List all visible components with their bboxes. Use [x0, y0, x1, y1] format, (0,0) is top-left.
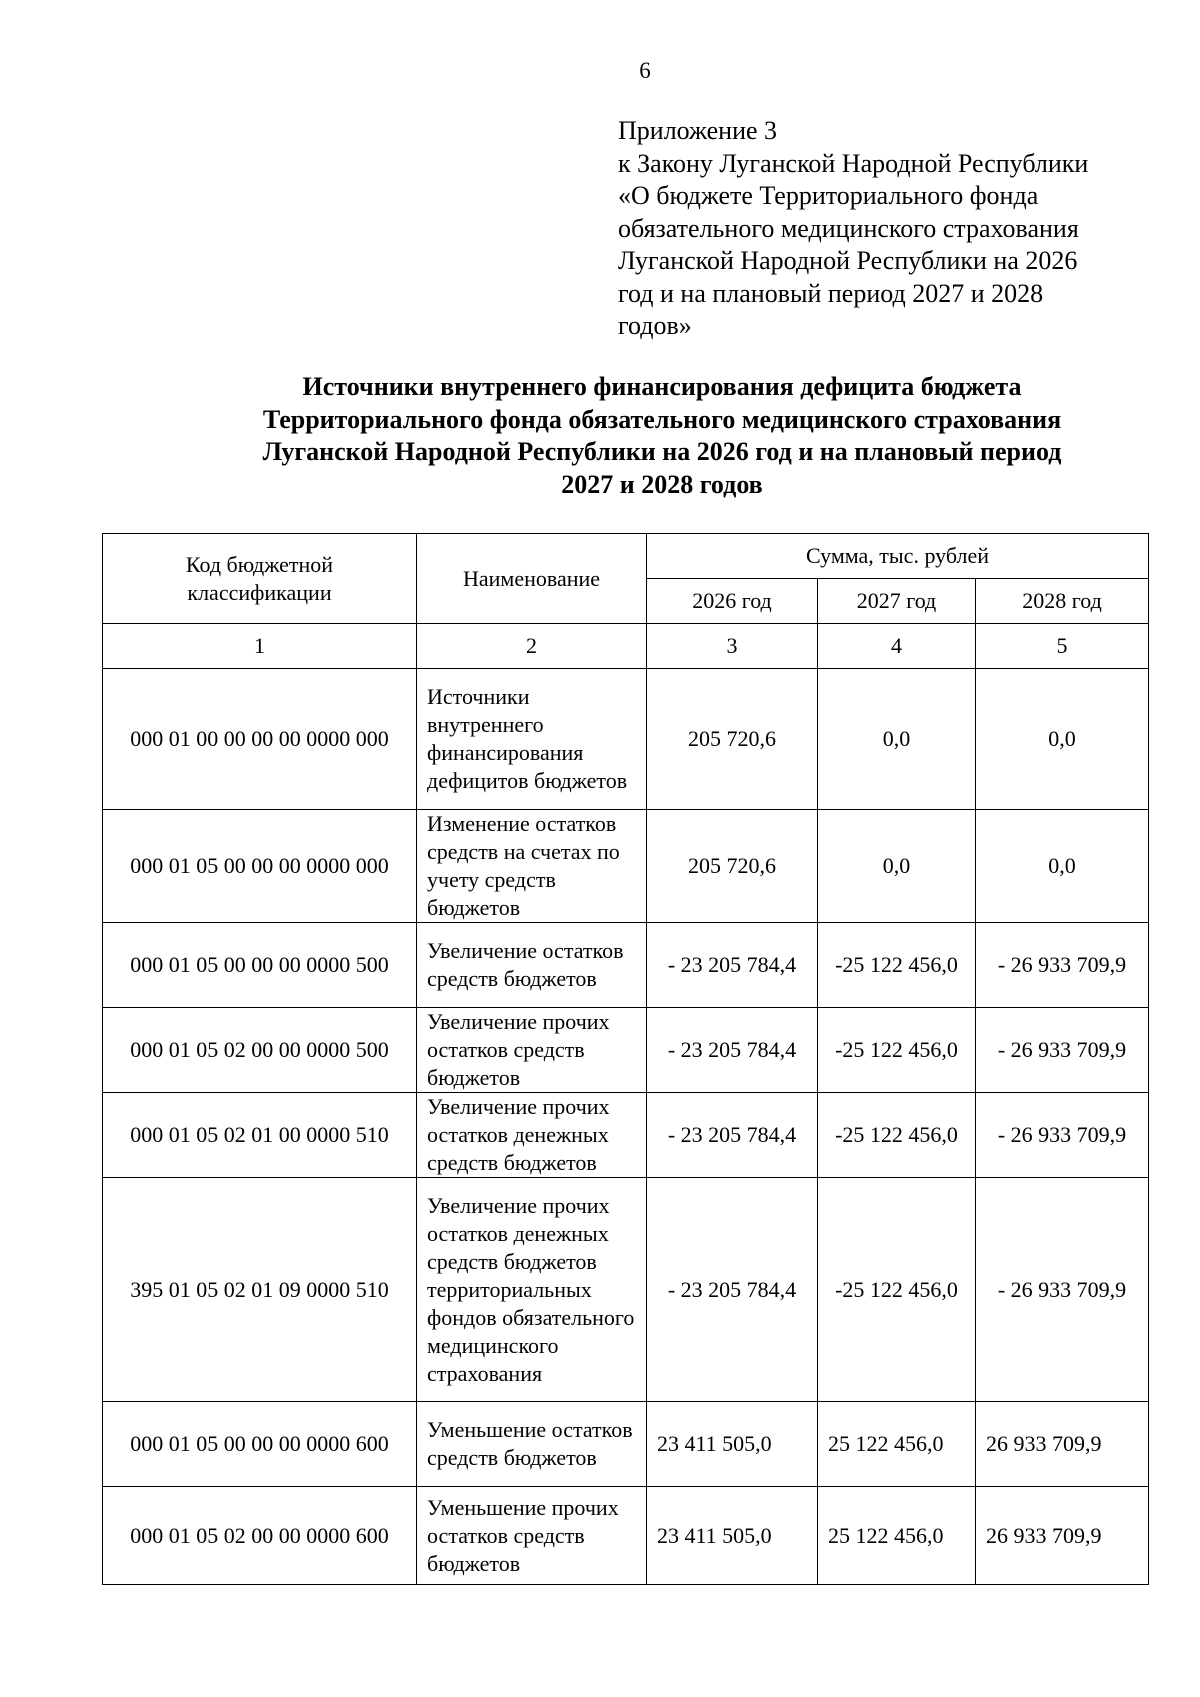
row-value-2028: - 26 933 709,9 — [976, 1008, 1149, 1093]
row-value-2027: -25 122 456,0 — [818, 1093, 976, 1178]
header-year-2027: 2027 год — [818, 579, 976, 624]
title-line: Источники внутреннего финансирования дефицита бюджета — [302, 372, 1022, 401]
row-name: Увеличение остатков средств бюджетов — [417, 923, 647, 1008]
header-code: Код бюджетной классификации — [103, 534, 417, 624]
row-value-2028: - 26 933 709,9 — [976, 923, 1149, 1008]
appendix-line: обязательного медицинского страхования — [618, 213, 1079, 243]
row-value-2026: - 23 205 784,4 — [647, 1008, 818, 1093]
row-value-2026: - 23 205 784,4 — [647, 1178, 818, 1402]
title-line: 2027 и 2028 годов — [561, 469, 763, 499]
row-value-2027: 0,0 — [818, 810, 976, 923]
row-value-2028: 0,0 — [976, 669, 1149, 810]
appendix-line: Луганской Народной Республики на 2026 — [618, 246, 1078, 275]
header-row — [103, 534, 1149, 579]
row-code: 000 01 00 00 00 00 0000 000 — [103, 669, 417, 810]
row-value-2027: -25 122 456,0 — [818, 923, 976, 1008]
row-code: 000 01 05 02 00 00 0000 600 — [103, 1487, 417, 1585]
row-name: Изменение остатков средств на счетах по учету средств бюджетов — [417, 810, 647, 923]
appendix-line: к Закону Луганской Народной Республики — [618, 148, 1089, 178]
row-value-2028: 26 933 709,9 — [976, 1402, 1149, 1487]
appendix-line: Приложение 3 — [618, 116, 778, 145]
appendix-line: годов» — [618, 311, 692, 340]
document-title — [160, 371, 1164, 501]
row-value-2026: 205 720,6 — [647, 669, 818, 810]
row-value-2027: 25 122 456,0 — [818, 1402, 976, 1487]
column-number: 1 — [103, 624, 417, 669]
header-sum: Сумма, тыс. рублей — [647, 534, 1149, 579]
row-name: Увеличение прочих остатков денежных средств бюджетов — [417, 1093, 647, 1178]
sources-table — [102, 533, 1149, 1585]
row-value-2028: 26 933 709,9 — [976, 1487, 1149, 1585]
row-value-2026: - 23 205 784,4 — [647, 1093, 818, 1178]
title-line: Территориального фонда обязательного медицинского страхования — [262, 404, 1062, 434]
column-numbers-row — [103, 624, 1149, 669]
row-value-2026: 205 720,6 — [647, 810, 818, 923]
appendix-line: «О бюджете Территориального фонда — [618, 181, 1039, 210]
row-value-2026: 23 411 505,0 — [647, 1487, 818, 1585]
table-row — [103, 923, 1149, 1008]
row-name: Уменьшение остатков средств бюджетов — [417, 1402, 647, 1487]
row-value-2027: 0,0 — [818, 669, 976, 810]
row-code: 000 01 05 00 00 00 0000 000 — [103, 810, 417, 923]
row-value-2027: 25 122 456,0 — [818, 1487, 976, 1585]
table-row — [103, 1008, 1149, 1093]
row-value-2026: 23 411 505,0 — [647, 1402, 818, 1487]
column-number: 5 — [976, 624, 1149, 669]
row-name: Источники внутреннего финансирования дефицитов бюджетов — [417, 669, 647, 810]
appendix-line: год и на плановый период 2027 и 2028 — [618, 278, 1044, 308]
table-row — [103, 1487, 1149, 1585]
column-number: 3 — [647, 624, 818, 669]
row-code: 000 01 05 02 00 00 0000 500 — [103, 1008, 417, 1093]
header-year-2028: 2028 год — [976, 579, 1149, 624]
header-year-2026: 2026 год — [647, 579, 818, 624]
row-code: 000 01 05 00 00 00 0000 600 — [103, 1402, 417, 1487]
row-value-2028: - 26 933 709,9 — [976, 1178, 1149, 1402]
row-value-2027: -25 122 456,0 — [818, 1008, 976, 1093]
table-row — [103, 669, 1149, 810]
title-line: Луганской Народной Республики на 2026 год и на плановый период — [262, 437, 1062, 466]
page-number: 6 — [639, 58, 651, 83]
row-code: 000 01 05 00 00 00 0000 500 — [103, 923, 417, 1008]
row-name: Уменьшение прочих остатков средств бюджетов — [417, 1487, 647, 1585]
table-row — [103, 810, 1149, 923]
column-number: 4 — [818, 624, 976, 669]
header-name: Наименование — [417, 534, 647, 624]
appendix-reference — [618, 115, 1178, 343]
table-row — [103, 1178, 1149, 1402]
table-row — [103, 1402, 1149, 1487]
table-row — [103, 1093, 1149, 1178]
row-value-2027: -25 122 456,0 — [818, 1178, 976, 1402]
row-name: Увеличение прочих остатков средств бюджетов — [417, 1008, 647, 1093]
column-number: 2 — [417, 624, 647, 669]
row-code: 000 01 05 02 01 00 0000 510 — [103, 1093, 417, 1178]
row-value-2026: - 23 205 784,4 — [647, 923, 818, 1008]
row-code: 395 01 05 02 01 09 0000 510 — [103, 1178, 417, 1402]
row-value-2028: 0,0 — [976, 810, 1149, 923]
row-name: Увеличение прочих остатков денежных средств бюджетов территориальных фондов обязательного медицинского страхования — [417, 1178, 647, 1402]
row-value-2028: - 26 933 709,9 — [976, 1093, 1149, 1178]
